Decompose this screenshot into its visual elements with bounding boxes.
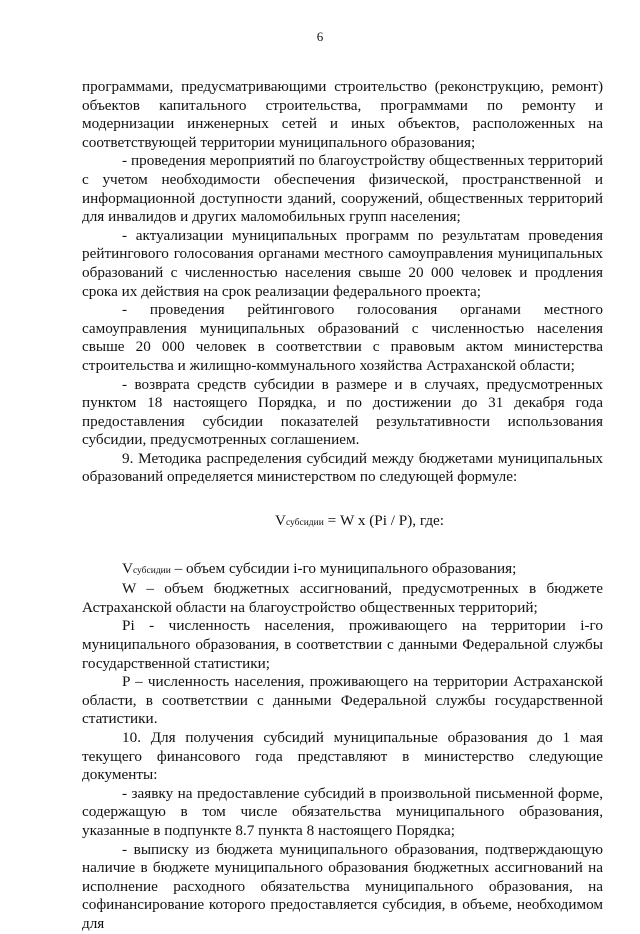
paragraph-programs-continuation: программами, предусматривающими строительство (реконструкцию, ремонт) объектов капитального строительства, программами по ремонту и модернизации инженерных сетей и иных объектов, расположенных на соответствующей территории муниципального образования;	[82, 78, 603, 151]
page-number: 6	[316, 29, 324, 44]
definition-v-subscript: субсидии	[132, 565, 171, 576]
distribution-formula	[82, 512, 603, 533]
formula-rest: = W x (Pi / P), где:	[323, 512, 445, 530]
paragraph-improvement-measures: - проведения мероприятий по благоустройству общественных территорий с учетом необходимости обеспечения физической, пространственной и информационной доступности зданий, сооружений, общественных территорий для инвалидов и других маломобильных групп населения;	[82, 152, 603, 226]
formula-v-subscript: субсидии	[285, 518, 324, 529]
paragraph-application: - заявку на предоставление субсидий в произвольной письменной форме, содержащую в том числе обязательства муниципального образования, указанные в подпункте 8.7 пункта 8 настоящего Порядка;	[82, 784, 603, 839]
definition-v-text: – объем субсидии i-го муниципального образования;	[170, 559, 517, 577]
definition-w: W – объем бюджетных ассигнований, предусмотренных в бюджете Астраханской области на благоустройство общественных территорий;	[82, 580, 603, 616]
paragraph-rating-vote: - проведения рейтингового голосования органами местного самоуправления муниципальных образований с численностью населения свыше 20 000 человек в соответствии с правовым актом министерства строительства и жилищно-коммунального хозяйства Астраханской области;	[82, 301, 603, 374]
paragraph-distribution-method: 9. Методика распределения субсидий между бюджетами муниципальных образований определяется министерством по следующей формуле:	[82, 449, 603, 486]
paragraph-subsidy-return: - возврата средств субсидии в размере и в случаях, предусмотренных пунктом 18 настоящего Порядка, и по достижении до 31 декабря года предоставления субсидии показателей результативности использования субсидии, предусмотренных соглашением.	[82, 375, 603, 449]
formula-v-letter: V	[274, 512, 286, 530]
definition-p: P – численность населения, проживающего на территории Астраханской области, в соответствии с данными Федеральной службы государственной статистики.	[82, 673, 603, 728]
paragraph-documents-submission: 10. Для получения субсидий муниципальные образования до 1 мая текущего финансового года представляют в министерство следующие документы:	[82, 729, 603, 784]
definition-v-subsidy	[82, 560, 603, 581]
document-body	[82, 78, 603, 934]
definition-pi: Pi - численность населения, проживающего на территории i-го муниципального образования, в соответствии с данными Федеральной службы государственной статистики;	[82, 617, 603, 672]
paragraph-program-update: - актуализации муниципальных программ по результатам проведения рейтингового голосования органами местного самоуправления муниципальных образований с численностью населения свыше 20 000 человек и продления срока их действия на срок реализации федерального проекта;	[82, 226, 603, 300]
paragraph-budget-extract: - выписку из бюджета муниципального образования, подтверждающую наличие в бюджете муниципального образования бюджетных ассигнований на исполнение расходного обязательства муниципального образования, на софинансирование которого предоставляется субсидия, в объеме, необходимом для	[82, 840, 603, 932]
definition-v-letter: V	[122, 559, 133, 577]
